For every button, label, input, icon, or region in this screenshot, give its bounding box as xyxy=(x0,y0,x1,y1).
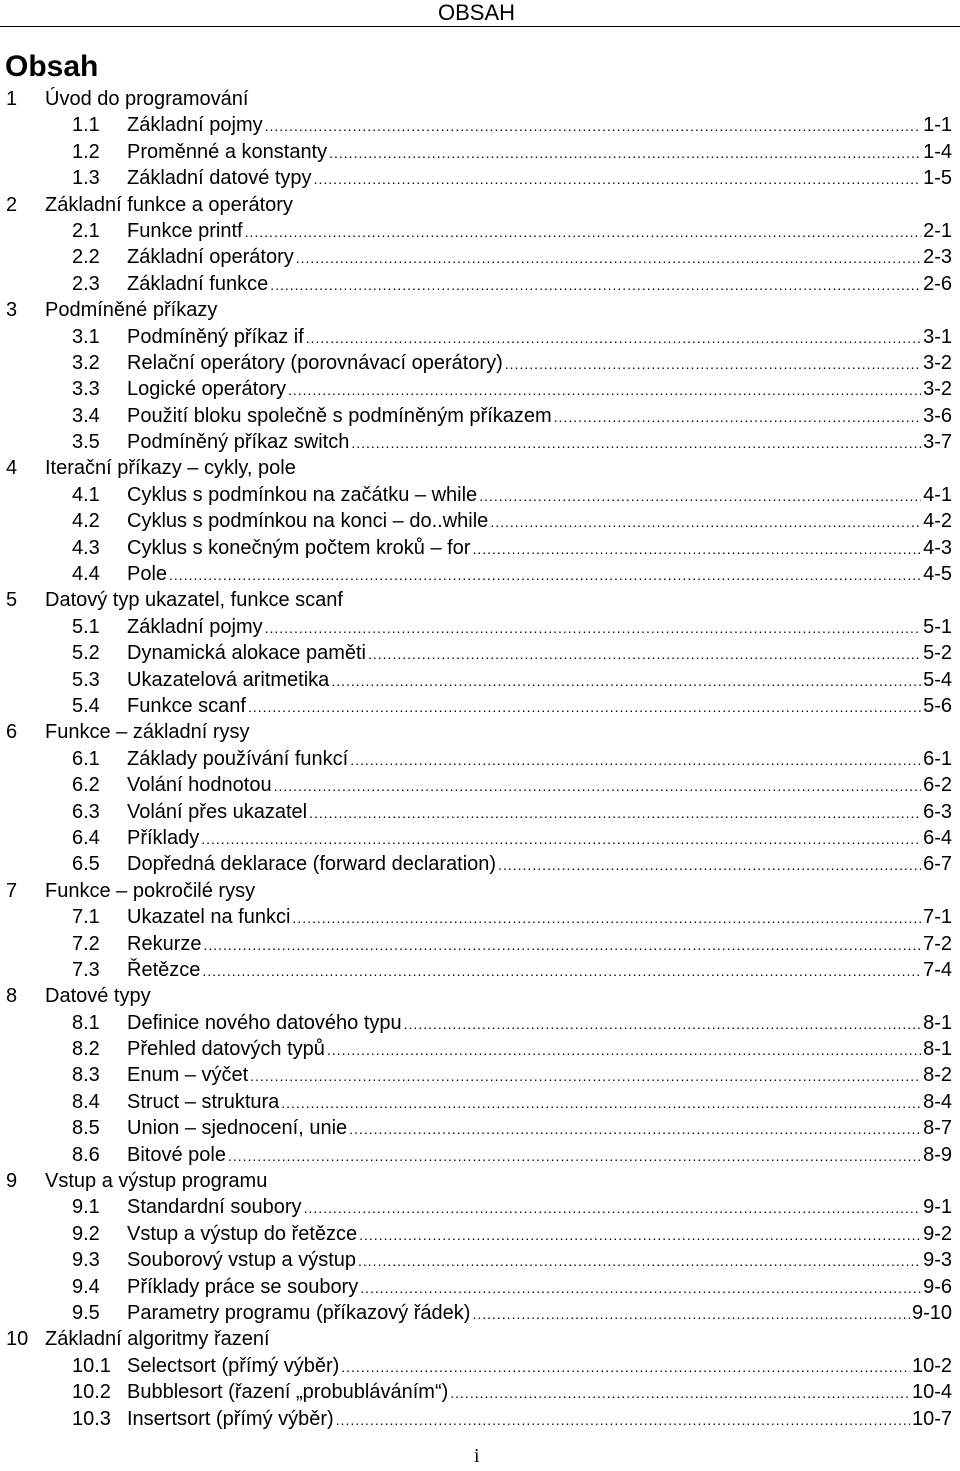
dot-leader xyxy=(281,1090,921,1116)
chapter-title: Základní funkce a operátory xyxy=(45,193,293,216)
dot-leader xyxy=(360,1275,921,1301)
toc-section[interactable] xyxy=(0,112,960,138)
section-page: 3-7 xyxy=(923,431,952,454)
section-number: 3.3 xyxy=(72,378,100,401)
section-number: 8.5 xyxy=(72,1117,100,1140)
section-entry xyxy=(127,799,952,826)
section-title: Dynamická alokace paměti xyxy=(127,642,366,665)
section-number: 7.3 xyxy=(72,958,100,981)
toc-section[interactable] xyxy=(0,324,960,350)
toc-section[interactable] xyxy=(0,271,960,297)
dot-leader xyxy=(274,773,922,799)
section-page: 1-5 xyxy=(923,167,952,190)
section-entry xyxy=(127,667,952,694)
section-entry xyxy=(127,640,952,667)
dot-leader xyxy=(296,245,921,271)
toc-section[interactable] xyxy=(0,482,960,508)
section-page: 5-1 xyxy=(923,615,952,638)
dot-leader xyxy=(265,113,921,139)
chapter-title: Základní algoritmy řazení xyxy=(45,1328,270,1351)
section-number: 1.2 xyxy=(72,140,100,163)
dot-leader xyxy=(202,958,921,984)
chapter-number: 7 xyxy=(6,879,18,902)
toc-section[interactable] xyxy=(0,350,960,376)
chapter-title: Podmíněné příkazy xyxy=(45,299,218,322)
section-page: 3-2 xyxy=(923,351,952,374)
section-title: Základy používání funkcí xyxy=(127,747,349,770)
section-page: 9-3 xyxy=(923,1249,952,1272)
section-number: 9.2 xyxy=(72,1222,100,1245)
section-entry xyxy=(127,324,952,351)
toc-section[interactable] xyxy=(0,772,960,798)
chapter-number: 2 xyxy=(6,193,18,216)
section-title: Funkce scanf xyxy=(127,694,246,717)
section-number: 8.3 xyxy=(72,1064,100,1087)
toc-section[interactable] xyxy=(0,931,960,957)
section-title: Souborový vstup a výstup xyxy=(127,1249,357,1272)
dot-leader xyxy=(228,1143,921,1169)
dot-leader xyxy=(248,694,921,720)
section-title: Podmíněný příkaz switch xyxy=(127,431,350,454)
section-number: 2.1 xyxy=(72,219,100,242)
dot-leader xyxy=(292,905,921,931)
section-page: 6-2 xyxy=(923,774,952,797)
toc-section[interactable] xyxy=(0,851,960,877)
section-page: 10-2 xyxy=(911,1354,952,1377)
section-page: 8-2 xyxy=(923,1064,952,1087)
section-title: Enum – výčet xyxy=(127,1064,249,1087)
section-title: Logické operátory xyxy=(127,378,286,401)
section-page: 10-7 xyxy=(911,1407,952,1430)
section-number: 5.4 xyxy=(72,694,100,717)
section-page: 5-6 xyxy=(923,694,952,717)
dot-leader xyxy=(331,668,921,694)
section-entry xyxy=(127,1406,952,1433)
toc-section[interactable] xyxy=(0,535,960,561)
section-number: 4.4 xyxy=(72,563,100,586)
dot-leader xyxy=(169,562,921,588)
section-number: 10.1 xyxy=(72,1354,111,1377)
toc-section[interactable] xyxy=(0,1274,960,1300)
chapter-number: 8 xyxy=(6,985,18,1008)
chapter-number: 5 xyxy=(6,589,18,612)
section-number: 1.1 xyxy=(72,114,100,137)
section-title: Volání hodnotou xyxy=(127,774,272,797)
chapter-title: Iterační příkazy – cykly, pole xyxy=(45,457,296,480)
toc-section[interactable] xyxy=(0,508,960,534)
toc-chapter[interactable] xyxy=(0,192,960,218)
section-entry xyxy=(127,244,952,271)
toc-section[interactable] xyxy=(0,376,960,402)
section-number: 10.3 xyxy=(72,1407,111,1430)
dot-leader xyxy=(404,1011,921,1037)
section-page: 8-1 xyxy=(923,1038,952,1061)
section-title: Příklady xyxy=(127,826,200,849)
section-page: 3-1 xyxy=(923,325,952,348)
chapter-number: 4 xyxy=(6,457,18,480)
section-number: 6.5 xyxy=(72,853,100,876)
section-page: 10-4 xyxy=(911,1381,952,1404)
toc-section[interactable] xyxy=(0,1115,960,1141)
chapter-title: Funkce – základní rysy xyxy=(45,721,250,744)
dot-leader xyxy=(309,800,921,826)
section-entry xyxy=(127,350,952,377)
section-title: Příklady práce se soubory xyxy=(127,1275,359,1298)
section-page: 6-1 xyxy=(923,747,952,770)
dot-leader xyxy=(479,483,921,509)
section-title: Funkce printf xyxy=(127,219,243,242)
section-entry xyxy=(127,271,952,298)
chapter-title: Datové typy xyxy=(45,985,151,1008)
section-entry xyxy=(127,904,952,931)
section-entry xyxy=(127,772,952,799)
section-number: 5.3 xyxy=(72,668,100,691)
section-page: 3-2 xyxy=(923,378,952,401)
dot-leader xyxy=(505,351,921,377)
section-number: 1.3 xyxy=(72,167,100,190)
chapter-title: Datový typ ukazatel, funkce scanf xyxy=(45,589,343,612)
section-title: Základní pojmy xyxy=(127,114,263,137)
section-entry xyxy=(127,1142,952,1169)
toc-chapter[interactable] xyxy=(0,455,960,481)
section-number: 3.1 xyxy=(72,325,100,348)
section-number: 9.4 xyxy=(72,1275,100,1298)
section-title: Podmíněný příkaz if xyxy=(127,325,304,348)
toc-section[interactable] xyxy=(0,429,960,455)
toc-section[interactable] xyxy=(0,799,960,825)
section-entry xyxy=(127,693,952,720)
dot-leader xyxy=(327,1037,921,1063)
section-title: Bitové pole xyxy=(127,1143,226,1166)
toc-section[interactable] xyxy=(0,1379,960,1405)
toc-section[interactable] xyxy=(0,957,960,983)
section-entry xyxy=(127,218,952,245)
section-title: Parametry programu (příkazový řádek) xyxy=(127,1301,471,1324)
section-page: 1-1 xyxy=(923,114,952,137)
section-number: 4.2 xyxy=(72,510,100,533)
chapter-title: Úvod do programování xyxy=(45,88,249,110)
section-page: 6-3 xyxy=(923,800,952,823)
section-number: 9.5 xyxy=(72,1301,100,1324)
section-number: 4.1 xyxy=(72,483,100,506)
section-title: Cyklus s podmínkou na začátku – while xyxy=(127,483,478,506)
dot-leader xyxy=(368,641,921,667)
section-page: 8-1 xyxy=(923,1011,952,1034)
section-number: 3.4 xyxy=(72,404,100,427)
section-page: 4-2 xyxy=(923,510,952,533)
section-number: 8.4 xyxy=(72,1090,100,1113)
section-title: Bubblesort (řazení „probubláváním“) xyxy=(127,1381,449,1404)
section-title: Řetězce xyxy=(127,958,201,981)
section-title: Relační operátory (porovnávací operátory) xyxy=(127,351,503,374)
section-title: Pole xyxy=(127,563,168,586)
toc-section[interactable] xyxy=(0,746,960,772)
section-entry xyxy=(127,535,952,562)
section-entry xyxy=(127,1062,952,1089)
chapter-title: Vstup a výstup programu xyxy=(45,1170,268,1193)
section-number: 10.2 xyxy=(72,1381,111,1404)
section-entry xyxy=(127,1300,952,1327)
section-entry xyxy=(127,1221,952,1248)
dot-leader xyxy=(201,826,921,852)
section-number: 7.2 xyxy=(72,932,100,955)
section-page: 6-7 xyxy=(923,853,952,876)
section-title: Použití bloku společně s podmíněným příkazem xyxy=(127,404,552,427)
section-entry xyxy=(127,1274,952,1301)
toc-section[interactable] xyxy=(0,1142,960,1168)
section-title: Ukazatel na funkci xyxy=(127,906,291,929)
section-page: 5-2 xyxy=(923,642,952,665)
toc-chapter[interactable] xyxy=(0,1168,960,1194)
section-number: 8.2 xyxy=(72,1038,100,1061)
section-page: 6-4 xyxy=(923,826,952,849)
section-entry xyxy=(127,931,952,958)
section-number: 2.2 xyxy=(72,246,100,269)
section-title: Dopředná deklarace (forward declaration) xyxy=(127,853,497,876)
section-page: 8-7 xyxy=(923,1117,952,1140)
section-entry xyxy=(127,1247,952,1274)
section-entry xyxy=(127,1010,952,1037)
section-page: 2-6 xyxy=(923,272,952,295)
toc-chapter[interactable] xyxy=(0,719,960,745)
dot-leader xyxy=(306,325,921,351)
section-number: 3.2 xyxy=(72,351,100,374)
toc-section[interactable] xyxy=(0,1194,960,1220)
section-page: 7-4 xyxy=(923,958,952,981)
toc-section[interactable] xyxy=(0,1062,960,1088)
toc-chapter[interactable] xyxy=(0,1326,960,1352)
section-title: Ukazatelová aritmetika xyxy=(127,668,330,691)
toc-section[interactable] xyxy=(0,1300,960,1326)
dot-leader xyxy=(250,1063,921,1089)
section-entry xyxy=(127,1353,952,1380)
toc-title: Obsah xyxy=(5,50,99,83)
toc-chapter[interactable] xyxy=(0,983,960,1009)
section-page: 9-2 xyxy=(923,1222,952,1245)
section-title: Definice nového datového typu xyxy=(127,1011,402,1034)
section-title: Cyklus s podmínkou na konci – do..while xyxy=(127,510,489,533)
dot-leader xyxy=(472,1301,910,1327)
section-entry xyxy=(127,429,952,456)
dot-leader xyxy=(329,140,921,166)
toc-section[interactable] xyxy=(0,667,960,693)
toc-section[interactable] xyxy=(0,218,960,244)
section-title: Cyklus s konečným počtem kroků – for xyxy=(127,536,471,559)
section-number: 6.4 xyxy=(72,826,100,849)
section-entry xyxy=(127,1089,952,1116)
section-page: 9-1 xyxy=(923,1196,952,1219)
section-number: 6.1 xyxy=(72,747,100,770)
section-number: 8.1 xyxy=(72,1011,100,1034)
section-entry xyxy=(127,1115,952,1142)
section-title: Vstup a výstup do řetězce xyxy=(127,1222,358,1245)
toc-section[interactable] xyxy=(0,614,960,640)
section-number: 3.5 xyxy=(72,431,100,454)
section-title: Proměnné a konstanty xyxy=(127,140,328,163)
dot-leader xyxy=(304,1195,922,1221)
section-title: Union – sjednocení, unie xyxy=(127,1117,348,1140)
section-title: Rekurze xyxy=(127,932,202,955)
toc-section[interactable] xyxy=(0,403,960,429)
chapter-number: 3 xyxy=(6,299,18,322)
dot-leader xyxy=(203,932,921,958)
dot-leader xyxy=(288,377,921,403)
section-entry xyxy=(127,1194,952,1221)
section-entry xyxy=(127,165,952,192)
section-number: 6.3 xyxy=(72,800,100,823)
section-title: Přehled datových typů xyxy=(127,1038,325,1061)
toc-chapter[interactable] xyxy=(0,878,960,904)
toc-chapter[interactable] xyxy=(0,297,960,323)
chapter-number: 10 xyxy=(6,1328,29,1351)
section-page: 4-3 xyxy=(923,536,952,559)
section-title: Volání přes ukazatel xyxy=(127,800,308,823)
toc-section[interactable] xyxy=(0,1406,960,1432)
section-page: 3-6 xyxy=(923,404,952,427)
section-entry xyxy=(127,614,952,641)
chapter-number: 6 xyxy=(6,721,18,744)
toc-section[interactable] xyxy=(0,139,960,165)
dot-leader xyxy=(359,1222,921,1248)
toc-section[interactable] xyxy=(0,561,960,587)
section-entry xyxy=(127,112,952,139)
chapter-title: Funkce – pokročilé rysy xyxy=(45,879,256,902)
toc-section[interactable] xyxy=(0,640,960,666)
section-title: Struct – struktura xyxy=(127,1090,280,1113)
dot-leader xyxy=(554,404,921,430)
chapter-number: 1 xyxy=(6,88,18,110)
table-of-contents xyxy=(0,86,960,1432)
section-entry xyxy=(127,139,952,166)
section-page: 4-1 xyxy=(923,483,952,506)
toc-chapter[interactable] xyxy=(0,86,960,112)
section-page: 2-1 xyxy=(923,219,952,242)
section-entry xyxy=(127,561,952,588)
header-title: OBSAH xyxy=(438,0,516,25)
section-title: Základní datové typy xyxy=(127,167,312,190)
toc-section[interactable] xyxy=(0,693,960,719)
toc-section[interactable] xyxy=(0,1247,960,1273)
toc-section[interactable] xyxy=(0,244,960,270)
dot-leader xyxy=(350,747,921,773)
section-title: Insertsort (přímý výběr) xyxy=(127,1407,334,1430)
section-title: Základní funkce xyxy=(127,272,269,295)
section-title: Základní pojmy xyxy=(127,615,263,638)
chapter-number: 9 xyxy=(6,1170,18,1193)
toc-section[interactable] xyxy=(0,165,960,191)
section-page: 5-4 xyxy=(923,668,952,691)
section-entry xyxy=(127,851,952,878)
section-title: Selectsort (přímý výběr) xyxy=(127,1354,340,1377)
toc-section[interactable] xyxy=(0,1089,960,1115)
dot-leader xyxy=(245,219,921,245)
section-entry xyxy=(127,482,952,509)
section-number: 8.6 xyxy=(72,1143,100,1166)
section-number: 9.3 xyxy=(72,1249,100,1272)
dot-leader xyxy=(358,1248,921,1274)
section-title: Standardní soubory xyxy=(127,1196,302,1219)
section-number: 4.3 xyxy=(72,536,100,559)
dot-leader xyxy=(472,536,921,562)
section-page: 1-4 xyxy=(923,140,952,163)
toc-section[interactable] xyxy=(0,1353,960,1379)
section-entry xyxy=(127,746,952,773)
dot-leader xyxy=(349,1116,921,1142)
dot-leader xyxy=(265,615,921,641)
section-page: 7-2 xyxy=(923,932,952,955)
section-page: 7-1 xyxy=(923,906,952,929)
toc-section[interactable] xyxy=(0,1221,960,1247)
section-entry xyxy=(127,403,952,430)
section-page: 9-10 xyxy=(911,1301,952,1324)
section-number: 5.1 xyxy=(72,615,100,638)
section-entry xyxy=(127,1379,952,1406)
section-entry xyxy=(127,957,952,984)
section-page: 8-4 xyxy=(923,1090,952,1113)
section-page: 4-5 xyxy=(923,563,952,586)
page-header xyxy=(0,0,960,26)
toc-section[interactable] xyxy=(0,825,960,851)
section-entry xyxy=(127,376,952,403)
header-rule xyxy=(0,26,960,27)
dot-leader xyxy=(314,166,922,192)
section-number: 6.2 xyxy=(72,774,100,797)
toc-section[interactable] xyxy=(0,1010,960,1036)
section-entry xyxy=(127,825,952,852)
dot-leader xyxy=(490,509,921,535)
dot-leader xyxy=(351,430,921,456)
dot-leader xyxy=(498,852,921,878)
page-number: i xyxy=(474,1445,480,1467)
dot-leader xyxy=(336,1407,910,1433)
section-page: 9-6 xyxy=(923,1275,952,1298)
section-page: 2-3 xyxy=(923,246,952,269)
section-number: 5.2 xyxy=(72,642,100,665)
dot-leader xyxy=(450,1380,910,1406)
toc-section[interactable] xyxy=(0,904,960,930)
toc-section[interactable] xyxy=(0,1036,960,1062)
dot-leader xyxy=(270,272,921,298)
section-entry xyxy=(127,508,952,535)
section-title: Základní operátory xyxy=(127,246,294,269)
section-page: 8-9 xyxy=(923,1143,952,1166)
toc-chapter[interactable] xyxy=(0,587,960,613)
section-number: 7.1 xyxy=(72,906,100,929)
section-number: 2.3 xyxy=(72,272,100,295)
section-number: 9.1 xyxy=(72,1196,100,1219)
dot-leader xyxy=(341,1354,910,1380)
section-entry xyxy=(127,1036,952,1063)
